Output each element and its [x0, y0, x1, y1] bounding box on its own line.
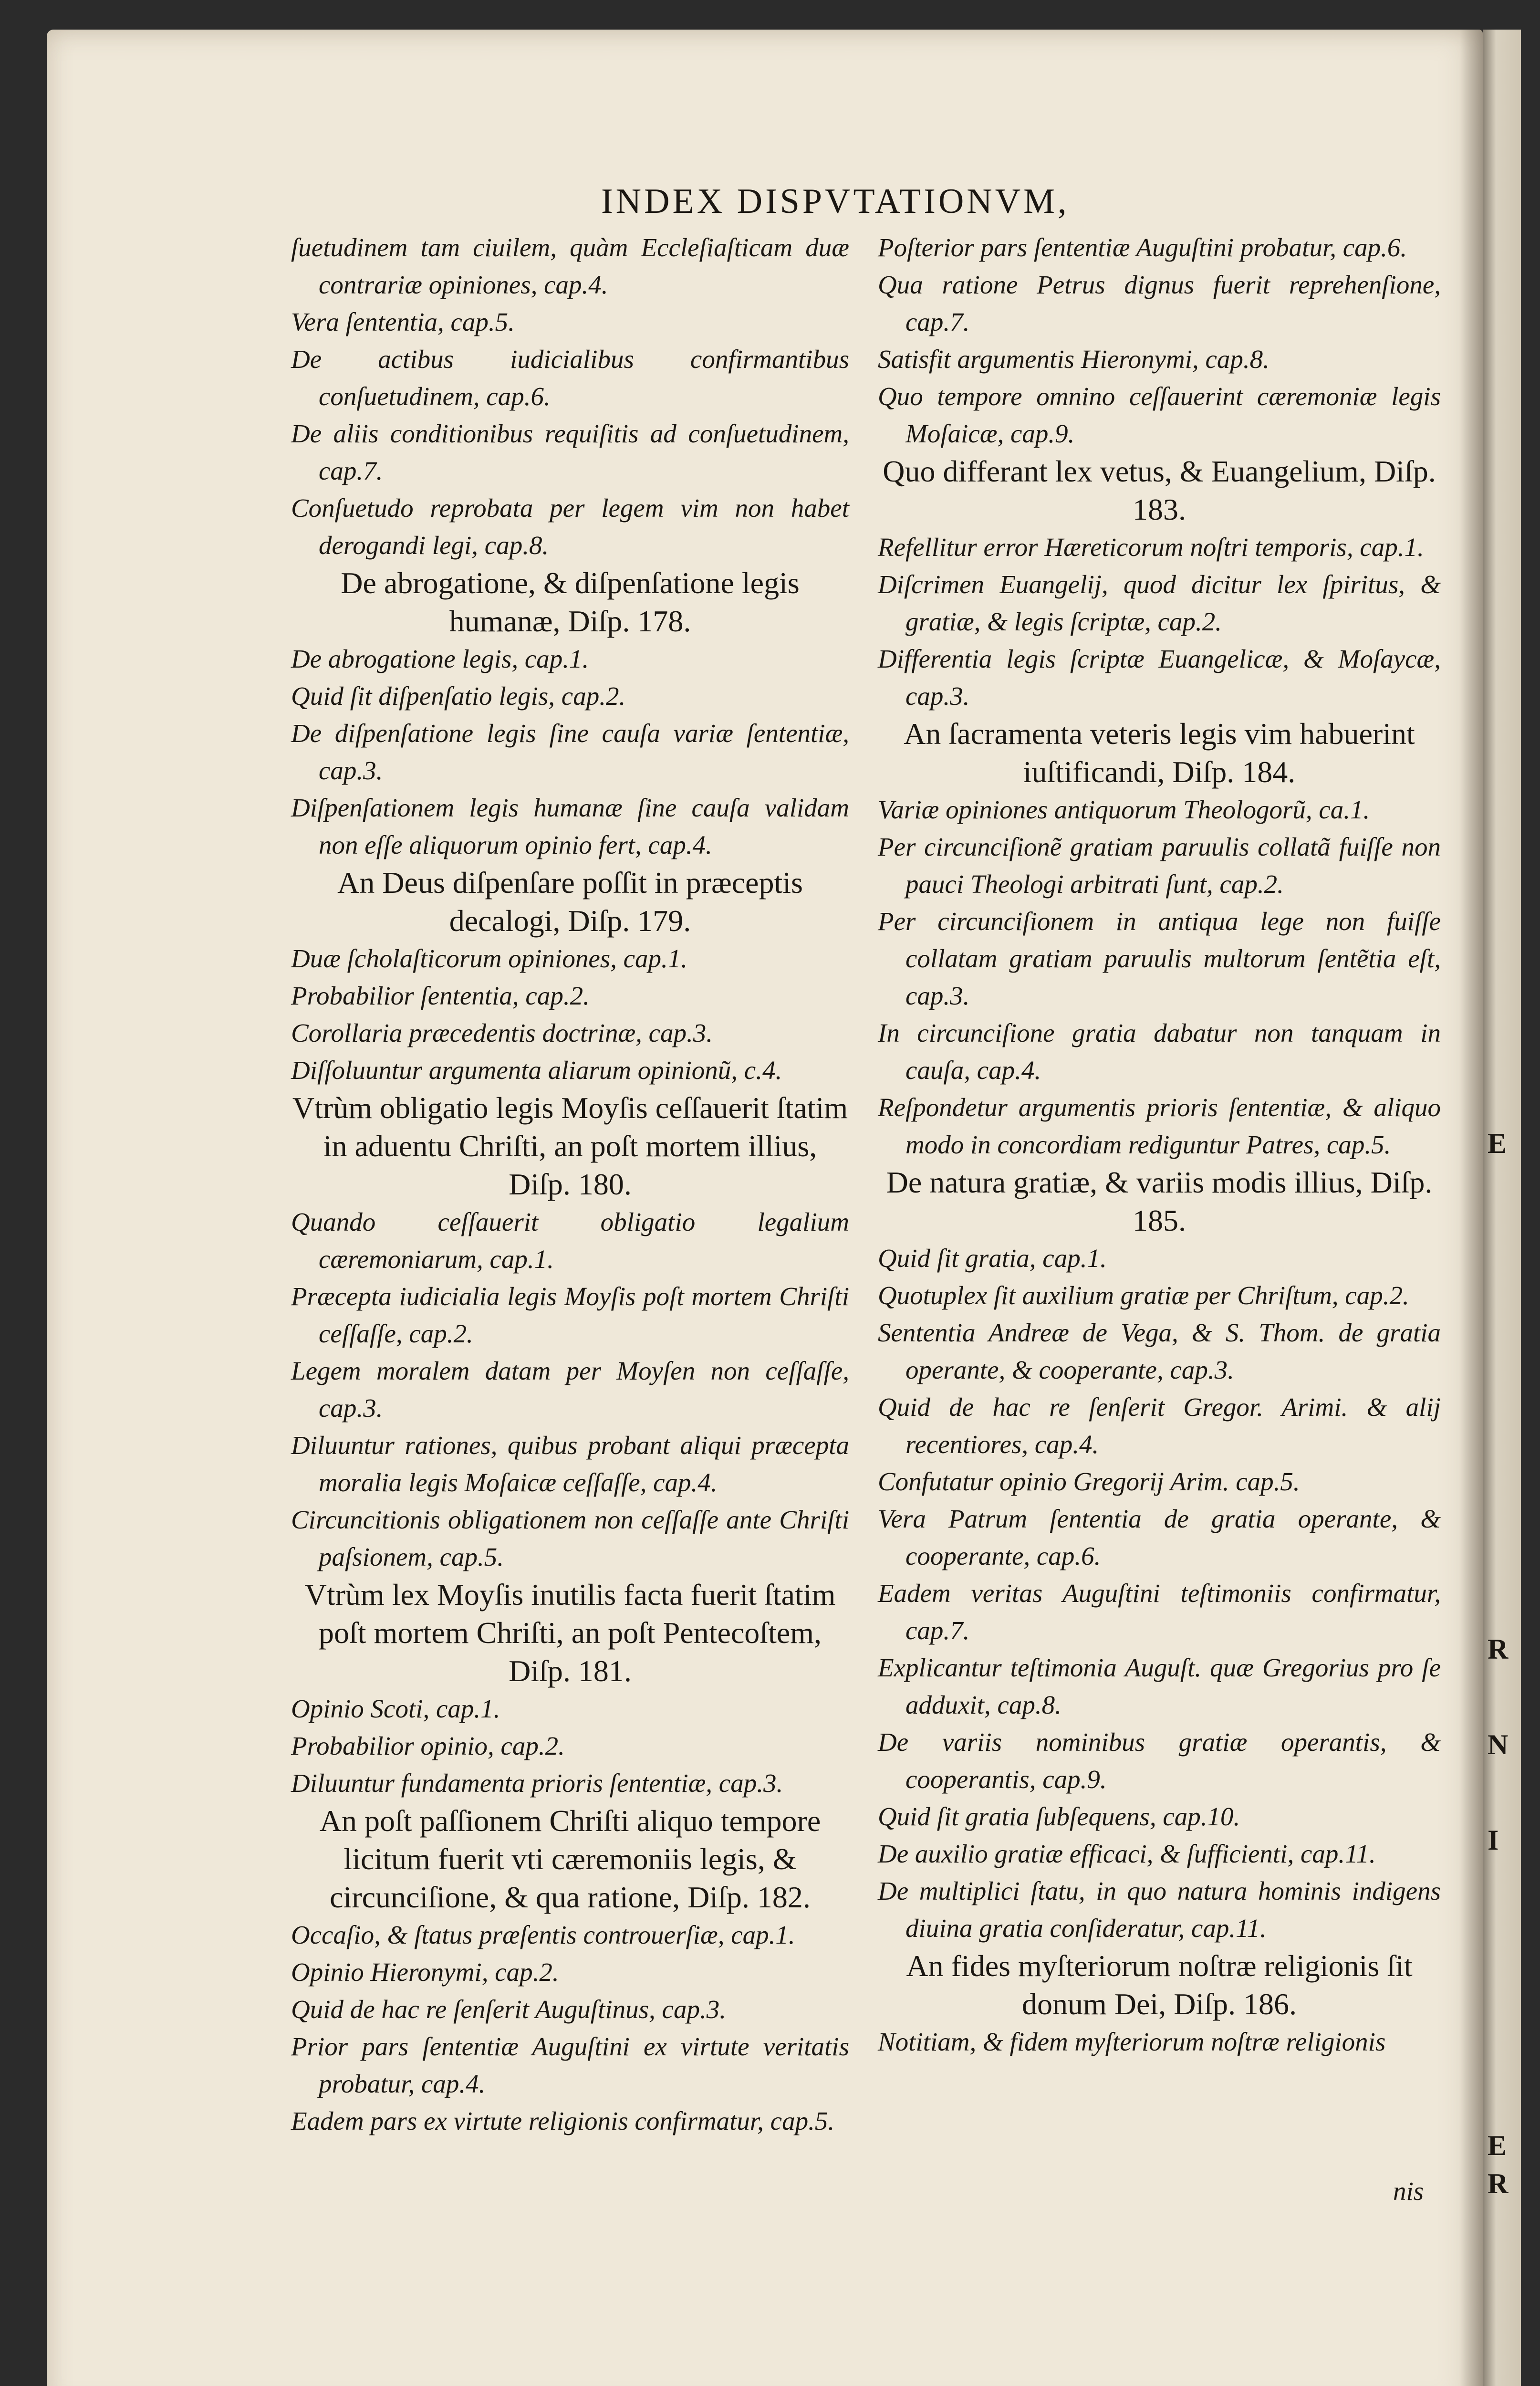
- chapter-entry: Occaſio, & ſtatus præſentis controuerſiæ, cap.1.: [291, 1920, 795, 1949]
- chapter-entry: De abrogatione legis, cap.1.: [291, 644, 589, 673]
- chapter-entry: Qua ratione Petrus dignus fuerit reprehenſione, cap.7.: [878, 270, 1441, 336]
- chapter-entry: Eadem pars ex virtute religionis confirmatur, cap.5.: [291, 2106, 835, 2135]
- chapter-entry: Diſpenſationem legis humanæ ſine cauſa validam non eſſe aliquorum opinio fert, cap.4.: [291, 793, 849, 859]
- margin-char: E: [1488, 2130, 1507, 2161]
- page-title: INDEX DISPVTATIONVM,: [601, 182, 1070, 221]
- chapter-entry: Differentia legis ſcriptæ Euangelicæ, & Moſaycæ, cap.3.: [878, 644, 1441, 711]
- margin-char: N: [1488, 1729, 1509, 1760]
- chapter-entry: Probabilior ſententia, cap.2.: [291, 981, 590, 1010]
- disputation-heading: De natura gratiæ, & variis modis illius, Diſp. 185.: [886, 1165, 1433, 1237]
- disputation-heading: An fides myſteriorum noſtræ religionis ſit donum Dei, Diſp. 186.: [906, 1949, 1413, 2021]
- chapter-entry: Duæ ſcholaſticorum opiniones, cap.1.: [291, 944, 688, 973]
- disputation-heading: An poſt paſſionem Chriſti aliquo tempore licitum fuerit vti cæremoniis legis, & circunciſione, & qua ratione, Diſp. 182.: [319, 1804, 821, 1914]
- chapter-entry: De variis nominibus gratiæ operantis, & cooperantis, cap.9.: [878, 1727, 1441, 1794]
- chapter-entry: Quid de hac re ſenſerit Auguſtinus, cap.3.: [291, 1995, 726, 2024]
- chapter-entry: Legem moralem datam per Moyſen non ceſſaſſe, cap.3.: [291, 1356, 849, 1423]
- chapter-entry: Notitiam, & fidem myſteriorum noſtræ religionis: [878, 2027, 1386, 2056]
- chapter-entry: Quo tempore omnino ceſſauerint cæremoniæ legis Moſaicæ, cap.9.: [878, 382, 1441, 448]
- chapter-entry: Diluuntur fundamenta prioris ſententiæ, cap.3.: [291, 1769, 783, 1798]
- spine-shadow: [1460, 30, 1483, 2386]
- chapter-entry: Satisfit argumentis Hieronymi, cap.8.: [878, 345, 1269, 374]
- catchword: nis: [1393, 2177, 1424, 2206]
- chapter-entry: Quando ceſſauerit obligatio legalium cæremoniarum, cap.1.: [291, 1207, 849, 1274]
- disputation-heading: Vtrùm obligatio legis Moyſis ceſſauerit ſtatim in aduentu Chriſti, an poſt mortem illius, Diſp. 180.: [292, 1091, 848, 1201]
- index-column-left: [291, 229, 849, 2140]
- chapter-entry: Eadem veritas Auguſtini teſtimoniis confirmatur, cap.7.: [878, 1579, 1441, 1645]
- adjacent-page-edge: [1483, 30, 1521, 2386]
- chapter-entry: In circunciſione gratia dabatur non tanquam in cauſa, cap.4.: [878, 1018, 1441, 1085]
- chapter-entry: Sententia Andreæ de Vega, & S. Thom. de gratia operante, & cooperante, cap.3.: [878, 1318, 1441, 1384]
- chapter-entry: De diſpenſatione legis ſine cauſa variæ ſententiæ, cap.3.: [291, 719, 849, 785]
- chapter-entry: Variæ opiniones antiquorum Theologorũ, ca.1.: [878, 795, 1370, 824]
- chapter-entry: Reſpondetur argumentis prioris ſententiæ, & aliquo modo in concordiam rediguntur Patres, cap.5.: [878, 1093, 1441, 1159]
- margin-char: E: [1488, 1128, 1507, 1159]
- disputation-heading: Vtrùm lex Moyſis inutilis facta fuerit ſtatim poſt mortem Chriſti, an poſt Pentecoſtem, Diſp. 181.: [304, 1578, 836, 1688]
- chapter-entry: Diluuntur rationes, quibus probant aliqui præcepta moralia legis Moſaicæ ceſſaſſe, cap.4.: [291, 1431, 849, 1497]
- chapter-entry: De actibus iudicialibus confirmantibus conſuetudinem, cap.6.: [291, 345, 849, 411]
- disputation-heading: An ſacramenta veteris legis vim habuerint iuſtificandi, Diſp. 184.: [904, 717, 1415, 789]
- chapter-entry: Per circunciſionem in antiqua lege non fuiſſe collatam gratiam paruulis multorum ſentẽtia eſt, cap.3.: [878, 907, 1441, 1010]
- chapter-entry: Conſuetudo reprobata per legem vim non habet derogandi legi, cap.8.: [291, 493, 849, 560]
- chapter-entry: Probabilior opinio, cap.2.: [291, 1731, 565, 1760]
- chapter-entry: Per circunciſionẽ gratiam paruulis collatã fuiſſe non pauci Theologi arbitrati ſunt, cap.2.: [878, 832, 1441, 899]
- index-column-right: [878, 229, 1441, 2061]
- chapter-entry: Corollaria præcedentis doctrinæ, cap.3.: [291, 1018, 713, 1047]
- chapter-entry: Confutatur opinio Gregorij Arim. cap.5.: [878, 1467, 1300, 1496]
- chapter-entry: Explicantur teſtimonia Auguſt. quæ Gregorius pro ſe adduxit, cap.8.: [878, 1653, 1441, 1719]
- chapter-entry: Poſterior pars ſententiæ Auguſtini probatur, cap.6.: [878, 233, 1407, 262]
- margin-char: I: [1488, 1824, 1499, 1856]
- chapter-entry: Prior pars ſententiæ Auguſtini ex virtute veritatis probatur, cap.4.: [291, 2032, 849, 2098]
- chapter-entry: Diſſoluuntur argumenta aliarum opinionũ, c.4.: [291, 1056, 782, 1085]
- chapter-entry: Quid ſit gratia, cap.1.: [878, 1244, 1107, 1273]
- chapter-entry: Opinio Hieronymi, cap.2.: [291, 1957, 559, 1987]
- chapter-entry: Quotuplex ſit auxilium gratiæ per Chriſtum, cap.2.: [878, 1281, 1409, 1310]
- chapter-entry: De aliis conditionibus requiſitis ad conſuetudinem, cap.7.: [291, 419, 849, 485]
- disputation-heading: An Deus diſpenſare poſſit in præceptis decalogi, Diſp. 179.: [337, 866, 803, 938]
- chapter-entry: ſuetudinem tam ciuilem, quàm Eccleſiaſticam duæ contrariæ opiniones, cap.4.: [291, 233, 849, 299]
- chapter-entry: Quid ſit diſpenſatio legis, cap.2.: [291, 681, 626, 711]
- chapter-entry: Præcepta iudicialia legis Moyſis poſt mortem Chriſti ceſſaſſe, cap.2.: [291, 1282, 849, 1348]
- chapter-entry: De multiplici ſtatu, in quo natura hominis indigens diuina gratia conſideratur, cap.11.: [878, 1876, 1441, 1943]
- chapter-entry: Diſcrimen Euangelij, quod dicitur lex ſpiritus, & gratiæ, & legis ſcriptæ, cap.2.: [878, 570, 1441, 636]
- margin-char: R: [1488, 2168, 1509, 2199]
- chapter-entry: Vera Patrum ſententia de gratia operante, & cooperante, cap.6.: [878, 1504, 1441, 1570]
- margin-char: R: [1488, 1633, 1509, 1665]
- disputation-heading: Quo differant lex vetus, & Euangelium, Diſp. 183.: [883, 454, 1436, 526]
- chapter-entry: Opinio Scoti, cap.1.: [291, 1694, 500, 1723]
- chapter-entry: Vera ſententia, cap.5.: [291, 307, 515, 336]
- chapter-entry: Circuncitionis obligationem non ceſſaſſe ante Chriſti paſsionem, cap.5.: [291, 1505, 849, 1571]
- chapter-entry: Quid ſit gratia ſubſequens, cap.10.: [878, 1802, 1240, 1831]
- chapter-entry: Refellitur error Hæreticorum noſtri temporis, cap.1.: [878, 533, 1424, 562]
- chapter-entry: De auxilio gratiæ efficaci, & ſufficienti, cap.11.: [878, 1839, 1376, 1868]
- disputation-heading: De abrogatione, & diſpenſatione legis humanæ, Diſp. 178.: [341, 566, 800, 638]
- chapter-entry: Quid de hac re ſenſerit Gregor. Arimi. & alij recentiores, cap.4.: [878, 1392, 1441, 1459]
